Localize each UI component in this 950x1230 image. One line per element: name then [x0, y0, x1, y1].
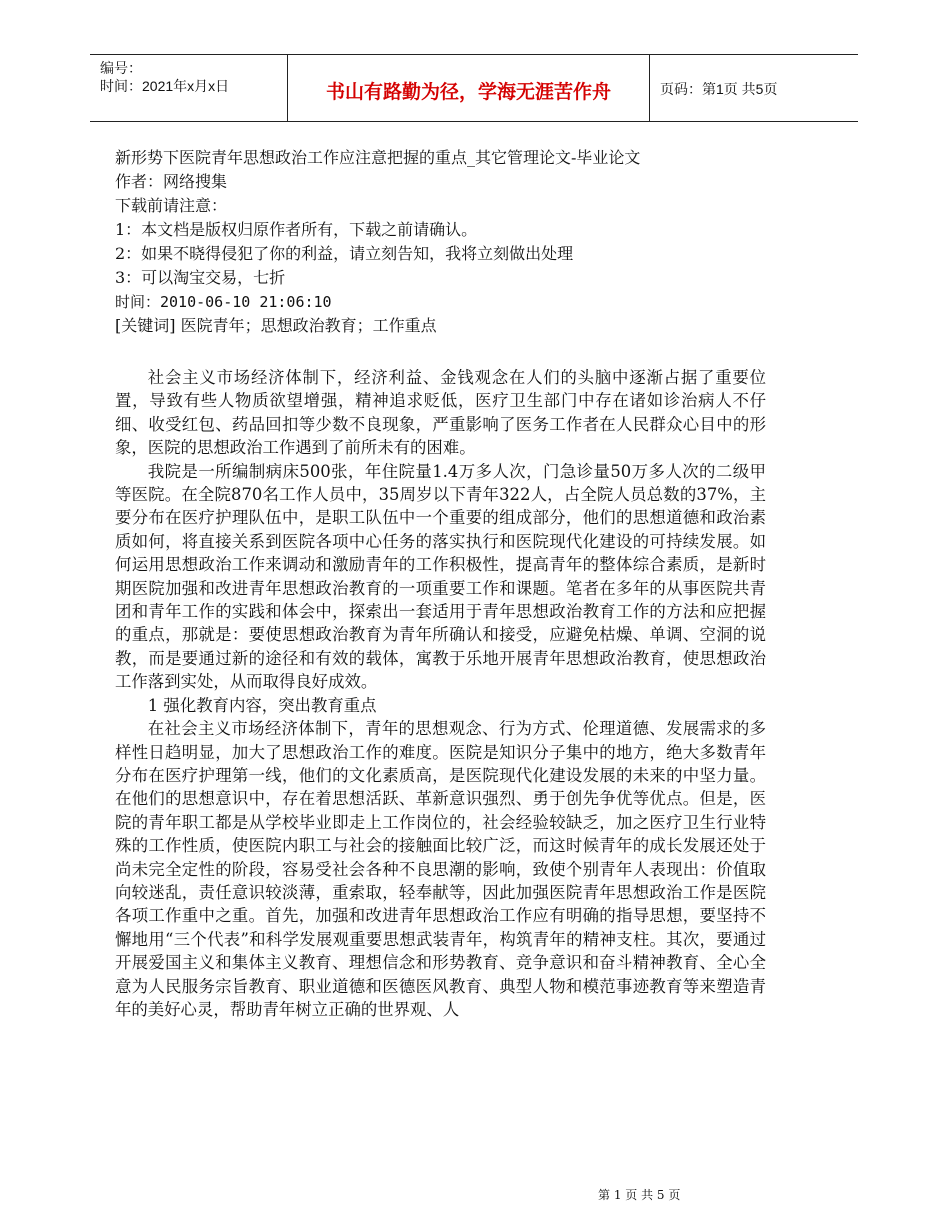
number-label: 编号： [100, 60, 142, 76]
time-label: 时间：2021年x月x日 [100, 78, 230, 94]
time-line: 时间：2010-06-10 21:06:10 [115, 293, 332, 311]
notice-item-1: 1：本文档是版权归原作者所有，下载之前请确认。 [115, 220, 478, 239]
page-info: 页码：第1页 共5页 [660, 81, 778, 97]
keywords-line: [关键词] 医院青年；思想政治教育；工作重点 [115, 316, 437, 335]
motto-text: 书山有路勤为径，学海无涯苦作舟 [325, 81, 611, 103]
paragraph-2: 我院是一所编制病床500张，年住院量1.4万多人次，门急诊量50万多人次的二级甲等医院。在全院870名工作人员中，35周岁以下青年322人，占全院人员总数的37%，主要分布在医疗护理队伍中，是职工队伍中一个重要的组成部分，他们的思想道德和政治素质如何，将直接关系到医院各项中心任务的落实执行和医院现代化建设的可持续发展。如何运用思想政治工作来调动和激励青年的工作积极性，提高青年的整体综合素质，是新时期医院加强和改进青年思想政治教育的一项重要工作和课题。笔者在多年的从事医院共青团和青年工作的实践和体会中，探索出一套适用于青年思想政治教育工作的方法和应把握的重点，那就是：要使思想政治教育为青年所确认和接受，应避免枯燥、单调、空洞的说教，而是要通过新的途径和有效的载体，寓教于乐地开展青年思想政治教育，使思想政治工作落到实处，从而取得良好成效。 [115, 461, 766, 692]
header-motto-cell [287, 55, 650, 121]
paragraph-3: 在社会主义市场经济体制下，青年的思想观念、行为方式、伦理道德、发展需求的多样性日趋明显，加大了思想政治工作的难度。医院是知识分子集中的地方，绝大多数青年分布在医疗护理第一线，他们的文化素质高，是医院现代化建设发展的未来的中坚力量。在他们的思想意识中，存在着思想活跃、革新意识强烈、勇于创先争优等优点。但是，医院的青年职工都是从学校毕业即走上工作岗位的，社会经验较缺乏，加之医疗卫生行业特殊的工作性质，使医院内职工与社会的接触面比较广泛，而这时候青年的成长发展还处于尚未完全定性的阶段，容易受社会各种不良思潮的影响，致使个别青年人表现出：价值取向较迷乱，责任意识较淡薄，重索取，轻奉献等，因此加强医院青年思想政治工作是医院各项工作重中之重。首先，加强和改进青年思想政治工作应有明确的指导思想，要坚持不懈地用“三个代表”和科学发展观重要思想武装青年，构筑青年的精神支柱。其次，要通过开展爱国主义和集体主义教育、理想信念和形势教育、竞争意识和奋斗精神教育、全心全意为人民服务宗旨教育、职业道德和医德医风教育、典型人物和模范事迹教育等来塑造青年的美好心灵，帮助青年树立正确的世界观、人 [115, 719, 766, 1019]
paragraph-1: 社会主义市场经济体制下，经济利益、金钱观念在人们的头脑中逐渐占据了重要位置，导致有些人物质欲望增强，精神追求贬低，医疗卫生部门中存在诸如诊治病人不仔细、收受红包、药品回扣等少数不良现象，严重影响了医务工作者在人民群众心目中的形象，医院的思想政治工作遇到了前所未有的困难。 [115, 368, 766, 458]
footer-page-number: 第 1 页 共 5 页 [598, 1188, 681, 1202]
notice-item-3: 3：可以淘宝交易，七折 [115, 268, 286, 287]
document-header [90, 54, 858, 122]
header-page-cell [650, 55, 858, 121]
notice-heading: 下载前请注意： [115, 196, 228, 215]
document-meta [115, 146, 835, 338]
document-title: 新形势下医院青年思想政治工作应注意把握的重点_其它管理论文-毕业论文 [115, 148, 641, 167]
document-body [115, 366, 766, 1021]
notice-item-2: 2：如果不晓得侵犯了你的利益，请立刻告知，我将立刻做出处理 [115, 244, 574, 263]
section-heading-1: 1 强化教育内容，突出教育重点 [147, 695, 377, 715]
author-line: 作者：网络搜集 [115, 172, 228, 191]
header-meta-cell [90, 55, 287, 121]
